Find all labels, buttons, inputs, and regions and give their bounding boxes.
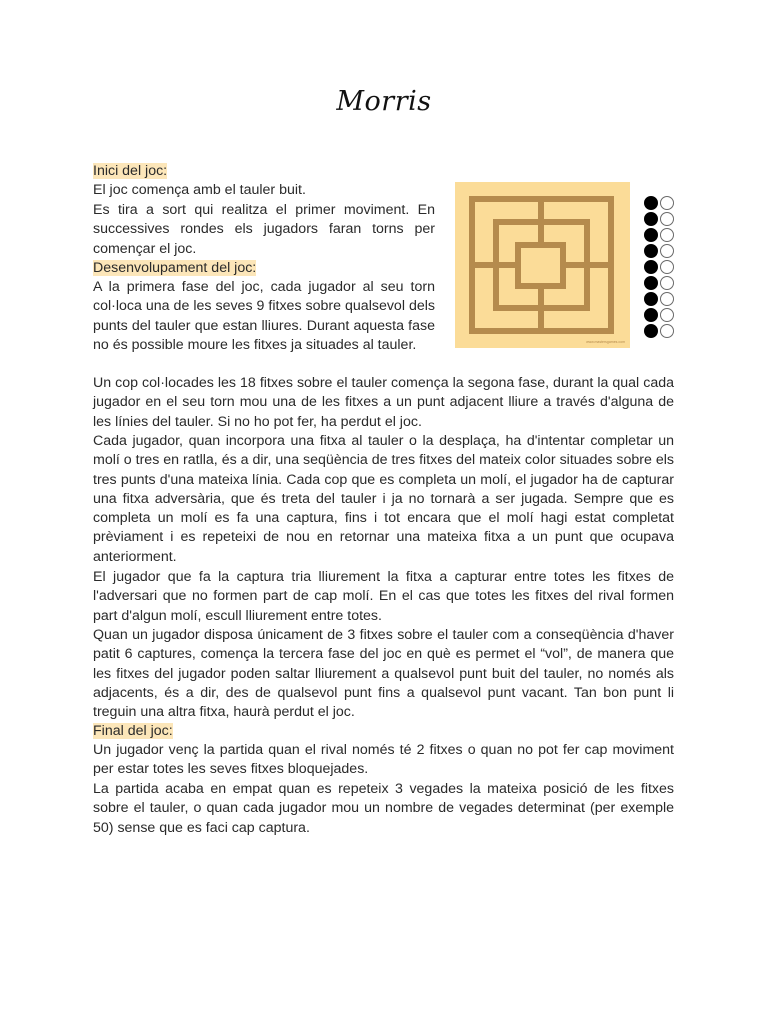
white-piece <box>660 308 674 322</box>
page-title: Morris <box>336 86 432 117</box>
heading-final <box>93 722 173 741</box>
paragraph-inici-1: El joc comença amb el tauler buit. <box>93 182 306 198</box>
piece-pair <box>644 195 684 211</box>
paragraph-desenvolupament-4: El jugador que fa la captura tria lliurement la fitxa a capturar entre totes les fitxes de l'adversari que no formen part de cap molí. En el cas que totes les fitxes del rival formen part d'algun molí, escull lliurement entre totes. <box>93 569 674 624</box>
piece-pair <box>644 243 684 259</box>
white-piece <box>660 196 674 210</box>
morris-board-svg <box>455 182 630 348</box>
heading-desenvolupament-text: Desenvolupament del joc: <box>93 260 257 276</box>
white-piece <box>660 212 674 226</box>
paragraph-desenvolupament-1: A la primera fase del joc, cada jugador al seu torn col·loca una de les seves 9 fitxes sobre qualsevol dels punts del tauler que estan lliures. Durant aquesta fase no és possible moure les fitxes ja situades al tauler. <box>93 279 435 353</box>
paragraph-desenvolupament-5: Quan un jugador disposa únicament de 3 fitxes sobre el tauler com a conseqüència d'haver patit 6 captures, comença la tercera fase del joc en què es permet el “vol”, de manera que les fitxes del jugador poden saltar lliurement a qualsevol punt buit del tauler, no només als adjacents, és a dir, des de qualsevol punt fins a qualsevol punt vacant. Tan bon punt li treguin una altra fitxa, haurà perdut el joc. <box>93 627 674 721</box>
white-piece <box>660 292 674 306</box>
black-piece <box>644 260 658 274</box>
heading-inici-text: Inici del joc: <box>93 163 168 179</box>
piece-pair <box>644 275 684 291</box>
piece-pair <box>644 291 684 307</box>
white-piece <box>660 276 674 290</box>
paragraph-final-1: Un jugador venç la partida quan el rival només té 2 fitxes o quan no pot fer cap moviment per estar totes les seves fitxes bloquejades. <box>93 742 674 778</box>
heading-desenvolupament <box>93 259 256 278</box>
black-piece <box>644 308 658 322</box>
white-piece <box>660 324 674 338</box>
black-piece <box>644 324 658 338</box>
black-piece <box>644 196 658 210</box>
paragraph-desenvolupament-2: Un cop col·locades les 18 fitxes sobre el tauler comença la segona fase, durant la qual cada jugador en el seu torn mou una de les fitxes a un punt adjacent lliure a través d'alguna de les línies del tauler. Si no ho pot fer, ha perdut el joc. <box>93 375 674 430</box>
pieces-column <box>644 195 684 339</box>
piece-pair <box>644 211 684 227</box>
board-credit: www.mastersgames.com <box>586 340 625 344</box>
paragraph-inici-2: Es tira a sort qui realitza el primer moviment. En successives rondes els jugadors faran torns per començar el joc. <box>93 202 435 257</box>
black-piece <box>644 244 658 258</box>
heading-final-text: Final del joc: <box>93 723 173 739</box>
white-piece <box>660 260 674 274</box>
black-piece <box>644 292 658 306</box>
heading-inici <box>93 162 167 181</box>
piece-pair <box>644 259 684 275</box>
paragraph-desenvolupament-3: Cada jugador, quan incorpora una fitxa al tauler o la desplaça, ha d'intentar completar un molí o tres en ratlla, és a dir, una seqüència de tres fitxes del mateix color situades sobre els tres punts d'una mateixa línia. Cada cop que es completa un molí, el jugador ha de capturar una fitxa adversària, que és treta del tauler i ja no tornarà a ser jugada. Sempre que es completa un molí es fa una captura, fins i tot encara que el molí hagi estat completat prèviament i es repeteixi de nou en retornar una mateixa fitxa a un punt que ocupava anteriorment. <box>93 433 674 565</box>
black-piece <box>644 228 658 242</box>
piece-pair <box>644 307 684 323</box>
piece-pair <box>644 323 684 339</box>
paragraph-final-2: La partida acaba en empat quan es repeteix 3 vegades la mateixa posició de les fitxes sobre el tauler, o quan cada jugador mou un nombre de vegades determinat (per exemple 50) sense que es faci cap captura. <box>93 781 674 836</box>
white-piece <box>660 244 674 258</box>
piece-pair <box>644 227 684 243</box>
black-piece <box>644 276 658 290</box>
morris-board-image <box>455 182 630 348</box>
white-piece <box>660 228 674 242</box>
black-piece <box>644 212 658 226</box>
